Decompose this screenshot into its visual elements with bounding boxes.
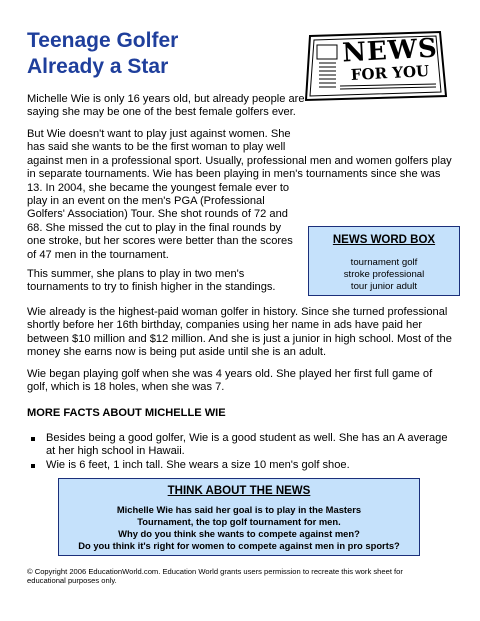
text-line: money she earns now is being put aside until she is an adult. [27,346,327,359]
text-line: 68. She missed the cut to play in the final rounds by [27,221,282,234]
news-for-you-logo [300,30,450,102]
text-line: golf, which is 18 holes, when she was 7. [27,381,225,394]
text-line: But Wie doesn't want to play just against women. She [27,128,291,140]
text-line: Wie began playing golf when she was 4 years old. She played her first full game of [27,368,433,380]
word-box-line: tour junior adult [350,281,418,292]
text-line: play in an event on the men's PGA (Professional [27,195,265,208]
word-box-line: stroke professional [343,269,425,280]
logo-for-you-text: FOR YOU [350,61,430,85]
text-line: of 47 men in the tournament. [27,248,169,261]
word-box-heading: NEWS WORD BOX [332,234,436,246]
logo-news-text: NEWS [341,33,439,69]
text-line: Golfers' Association) Tour. She shot rounds of 72 and [27,208,288,221]
text-line: in separate tournaments. Wie has been playing in men's tournaments since she was [27,168,441,181]
text-line: shortly before her 16th birthday, companies using her name in ads have paid her [27,319,423,332]
word-box-line: tournament golf [350,257,418,268]
text-line: Besides being a good golfer, Wie is a good student as well. She has an A average [46,432,448,444]
news-word-box [308,226,460,296]
bullet-icon [31,437,35,441]
page-title [27,28,297,80]
body-paragraph [27,306,452,360]
text-line: has said she wants to be the first woman to play well [27,141,286,154]
text-line: at her high school in Hawaii. [46,445,185,458]
text-line: Wie already is the highest-paid woman golfer in history. Since she turned professional [27,306,448,318]
think-about-the-news-box [58,478,420,556]
think-box-line: Tournament, the top golf tournament for men. [137,516,341,527]
copyright-footer [27,567,403,586]
more-facts-heading: MORE FACTS ABOUT MICHELLE WIE [27,407,226,419]
text-line: tournaments to try to finish higher in the standings. [27,281,276,294]
text-line: 13. In 2004, she became the youngest female ever to [27,181,290,194]
think-box-line: Why do you think she wants to compete against men? [118,528,360,539]
think-box-heading: THINK ABOUT THE NEWS [167,485,311,497]
text-line: Michelle Wie is only 16 years old, but already people are [27,93,305,105]
body-paragraph [27,268,276,295]
list-item [46,459,350,472]
intro-paragraph [27,93,305,120]
text-line: saying she may be one of the best female golfers ever. [27,106,296,119]
think-box-line: Do you think it's right for women to compete against men in pro sports? [78,540,400,551]
title-line: Teenage Golfer [27,29,179,52]
text-line: © Copyright 2006 EducationWorld.com. Education World grants users permission to recreate this work sheet for [27,567,403,576]
bullet-icon [31,464,35,468]
think-box-line: Michelle Wie has said her goal is to play in the Masters [116,504,362,515]
body-paragraph [27,368,432,395]
text-line: educational purposes only. [27,576,117,586]
text-line: against men in a professional sport. Usually, professional men and women golfers play [27,154,452,167]
list-item [46,432,448,459]
text-line: Wie is 6 feet, 1 inch tall. She wears a size 10 men's golf shoe. [46,459,350,471]
title-line: Already a Star [27,55,169,78]
text-line: This summer, she plans to play in two men's [27,268,245,280]
text-line: between $10 million and $12 million. And she is just a junior in high school. Most of the [27,332,452,345]
text-line: one stroke, but her scores were better than the scores [27,235,293,248]
